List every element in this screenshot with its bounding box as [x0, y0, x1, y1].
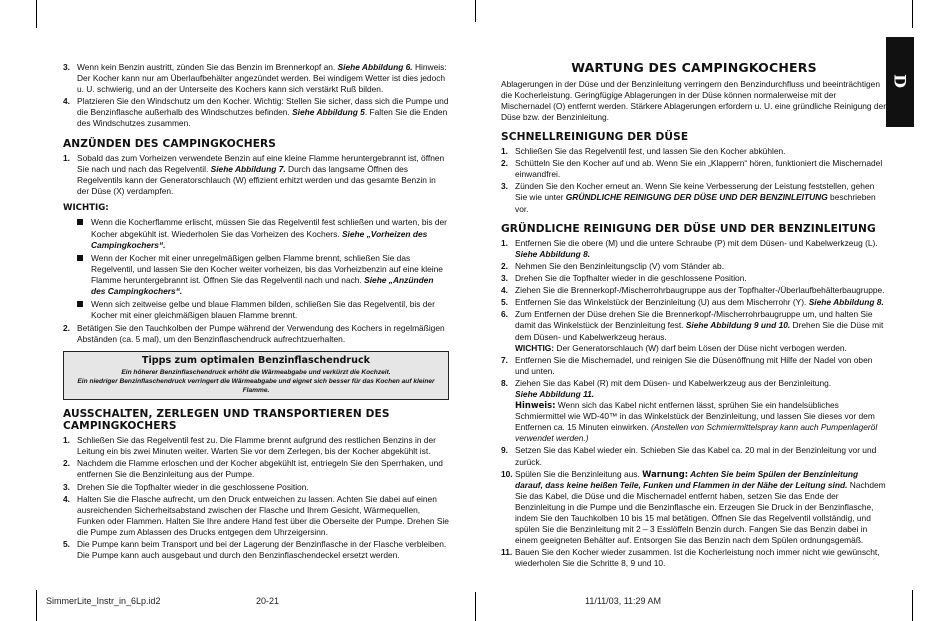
list-item	[501, 547, 887, 569]
language-tab	[886, 37, 914, 127]
figure-reference: Siehe Abbildung 6.	[337, 62, 413, 72]
list-item	[63, 253, 449, 297]
list-item	[63, 96, 449, 129]
square-bullet-icon	[77, 255, 83, 261]
tips-line: Ein niedriger Benzinflaschendruck verringert die Wärmeabgabe und eignet sich besser für das Kochen auf kleiner Flamme.	[77, 378, 435, 394]
step-text: Halten Sie die Flasche aufrecht, um den Druck entweichen zu lassen. Achten Sie dabei auf einen ausreichenden Sicherheitsabstand zwischen der Flasche und Ihrem Gesicht, Wärmequellen, Funken oder Flammen. Halten Sie Ihre andere Hand fest über die Oberseite der Pumpe. Drehen Sie die Pumpe zum Ablassen des Drucks entgegen dem Uhrzeigersinn.	[77, 493, 449, 537]
list-item	[501, 309, 887, 353]
lighting-steps-list-continued	[63, 323, 449, 345]
step-number: 1.	[63, 152, 70, 163]
figure-reference: Siehe Abbildung 7.	[210, 163, 286, 174]
list-item	[63, 323, 449, 345]
step-number: 2.	[63, 458, 70, 469]
step-number: 3.	[501, 273, 508, 284]
step-text: Nehmen Sie den Benzinleitungsclip (V) vom Ständer ab.	[515, 260, 725, 271]
step-text: Sobald das zum Vorheizen verwendete Benzin auf eine kleine Flamme heruntergebrannt ist, öffnen Sie nach und nach das Regelventil.	[77, 152, 445, 174]
step-text: Bauen Sie den Kocher wieder zusammen. Ist die Kocherleistung noch immer nicht wie gewünscht, wiederholen Sie die Schritte 8, 9 und 10.	[515, 547, 880, 569]
list-item	[501, 146, 887, 157]
step-text: Entfernen Sie die obere (M) und die untere Schraube (P) mit dem Düsen- und Kabelwerkzeug (L).	[515, 237, 878, 248]
list-item	[63, 435, 449, 457]
tips-title: Tipps zum optimalen Benzinflaschendruck	[141, 355, 371, 367]
step-text: Drehen Sie die Topfhalter wieder in die geschlossene Position.	[515, 273, 747, 284]
warning-label: Warnung:	[642, 468, 689, 479]
list-item	[63, 62, 449, 95]
square-bullet-icon	[77, 219, 83, 225]
step-number: 3.	[63, 481, 70, 492]
step-number: 3.	[501, 181, 508, 192]
step-number: 4.	[63, 96, 70, 107]
list-item	[501, 158, 887, 180]
step-text: Nachdem die Flamme erloschen und der Kocher abgekühlt ist, entriegeln Sie den Sperrhaken, und entfernen Sie die Benzinleitung aus der Pumpe.	[77, 458, 443, 480]
step-number: 1.	[501, 237, 508, 248]
warning-text: Achten Sie beim Spülen der Benzinleitung darauf, dass keine heißen Teile, Funken und Flammen in der Nähe der Leitung sind.	[515, 468, 859, 490]
step-number: 1.	[501, 146, 508, 157]
list-item	[501, 273, 887, 284]
list-item	[63, 299, 449, 321]
crop-mark-bottom-center	[475, 592, 476, 621]
bullet-reference: Siehe „Anzünden des Campingkochers“.	[91, 274, 434, 297]
hint-label: Hinweis:	[515, 400, 556, 411]
step-number: 11.	[501, 547, 513, 558]
list-item	[501, 445, 887, 467]
list-item	[501, 261, 887, 272]
tips-line: Ein höherer Benzinflaschendruck erhöht die Wärmeabgabe und verkürzt die Kochzeit.	[121, 369, 391, 377]
right-column	[501, 60, 887, 571]
step-text: Entfernen Sie das Winkelstück der Benzinleitung (U) aus dem Mischerrohr (Y).	[515, 297, 809, 308]
shutdown-steps-list	[63, 435, 449, 561]
quick-clean-steps-list	[501, 146, 887, 215]
language-tab-label: D	[890, 74, 910, 88]
step-number: 4.	[63, 493, 70, 504]
section-heading-lighting: ANZÜNDEN DES CAMPINGKOCHERS	[63, 137, 277, 150]
step-text-tail: . Falten Sie die Enden des Windschutzes zusammen.	[77, 107, 448, 129]
important-label: WICHTIG:	[515, 342, 555, 353]
step-text: Schließen Sie das Regelventil fest zu. Die Flamme brennt aufgrund des restlichen Benzins in der Leitung ein bis zwei Minuten weiter. Warten Sie vor dem Zerlegen, bis der Kocher abgekühlt ist.	[77, 435, 436, 457]
step-text: Setzen Sie das Kabel wieder ein. Schieben Sie das Kabel ca. 20 mal in der Benzinleitung vor und zurück.	[515, 445, 877, 467]
figure-reference: Siehe Abbildung 11.	[515, 389, 595, 399]
list-item	[63, 494, 449, 538]
step-number: 2.	[501, 158, 508, 169]
step-text: Platzieren Sie den Windschutz um den Kocher. Wichtig: Stellen Sie sicher, dass sich die Pumpe und die Benzinflasche außerhalb des Windschutzes befinden.	[77, 96, 449, 118]
important-bullets	[63, 217, 449, 321]
step-text: Drehen Sie die Topfhalter wieder in die geschlossene Position.	[77, 481, 309, 492]
step-text: Entfernen Sie die Mischernadel, und reinigen Sie die Düsenöffnung mit Hilfe der Nadel von oben und unten.	[515, 354, 873, 376]
step-text-tail: Drehen Sie die Düse mit dem Düsen- und Kabelwerkzeug heraus.	[515, 320, 884, 342]
step-number: 7.	[501, 354, 508, 365]
list-item	[63, 217, 449, 250]
bullet-text: Wenn sich zeitweise gelbe und blaue Flammen bilden, schließen Sie das Regelventil, bis der Kocher mit einer gleichmäßigen blauen Flamme brennt.	[91, 299, 435, 321]
step-number: 5.	[501, 297, 508, 308]
bullet-reference: Siehe „Vorheizen des Campingkochers“.	[91, 228, 428, 250]
figure-reference: Siehe Abbildung 5	[292, 107, 365, 118]
figure-reference: Siehe Abbildung 9 und 10.	[685, 320, 791, 331]
list-item	[63, 482, 449, 493]
important-heading: WICHTIG:	[63, 203, 109, 214]
list-item	[63, 153, 449, 197]
step-text: Betätigen Sie den Tauchkolben der Pumpe während der Verwendung des Kochers in regelmäßigen Abständen (ca. 5 mal), um den Benzinflaschendruck aufrechtzuerhalten.	[77, 323, 445, 345]
step-number: 2.	[63, 323, 70, 334]
list-item	[501, 378, 887, 445]
step-number: 4.	[501, 285, 508, 296]
list-item	[501, 181, 887, 214]
lighting-steps-list	[63, 153, 449, 197]
section-heading-quick-clean: SCHNELLREINIGUNG DER DÜSE	[501, 130, 689, 143]
tips-box	[63, 351, 449, 399]
step-text: Ziehen Sie die Brennerkopf-/Mischerrohrbaugruppe aus der Topfhalter-/Überlaufbehälterbaugruppe.	[515, 285, 885, 296]
step-number: 10.	[501, 468, 513, 479]
step-number: 5.	[63, 539, 70, 549]
bullet-text: Wenn der Kocher mit einer unregelmäßigen gelben Flamme brennt, schließen Sie das Regelventil, und lassen Sie den Kocher weiter vorheizen, bis das Vorheizbenzin auf eine kleine Flamme heruntergebrannt ist. Öffnen Sie das Regelventil nach und nach.	[91, 252, 443, 285]
maintenance-intro: Ablagerungen in der Düse und der Benzinleitung verringern den Benzindurchfluss und beeinträchtigen die Kocherleistung. Geringfügige Ablagerungen in der Düse können normalerweise mit der Mischernadel (O) entfernt werden. Stärkere Ablagerungen erfordern u. U. eine gründliche Reinigung der Düse bzw. der Benzinleitung.	[501, 78, 887, 122]
figure-reference: Siehe Abbildung 8.	[808, 297, 884, 308]
step-number: 6.	[501, 309, 508, 320]
crop-mark-bottom-left	[36, 590, 37, 621]
list-item	[501, 238, 887, 260]
step-number: 8.	[501, 377, 508, 388]
step-text: Schütteln Sie den Kocher auf und ab. Wenn Sie ein „Klappern“ hören, funktioniert die Mischernadel einwandfrei.	[515, 158, 883, 180]
thorough-clean-steps-list	[501, 238, 887, 570]
step-text-tail: beschrieben vor.	[515, 192, 876, 214]
list-item	[501, 469, 887, 547]
list-item	[501, 355, 887, 377]
page-title: WARTUNG DES CAMPINGKOCHERS	[571, 60, 817, 75]
section-heading-thorough-clean: GRÜNDLICHE REINIGUNG DER DÜSE UND DER BENZINLEITUNG	[501, 222, 876, 235]
crop-mark-top-center	[475, 0, 476, 22]
step-text: Zum Entfernen der Düse drehen Sie die Brennerkopf-/Mischerrohrbaugruppe um, und halten Sie damit das Winkelstück der Benzinleitung fest.	[515, 309, 873, 331]
crop-mark-top-left	[36, 0, 37, 28]
footer-page-numbers: 20-21	[256, 596, 280, 606]
list-item	[501, 285, 887, 296]
figure-reference: Siehe Abbildung 8.	[515, 248, 591, 259]
step-text: Die Pumpe kann beim Transport und bei der Lagerung der Benzinflasche in der Flasche verbleiben. Die Pumpe kann auch ausgebaut und durch den Benzinflaschendeckel ersetzt werden.	[77, 539, 447, 561]
important-text: Der Generatorschlauch (W) darf beim Lösen der Düse nicht verbogen werden.	[554, 342, 847, 353]
left-column	[63, 62, 449, 562]
hint-text: Wenn sich das Kabel nicht entfernen lässt, sprühen Sie ein handelsübliches Schmiermittel wie WD-40™ in das Winkelstück der Benzinleitung, und lassen Sie dieses vor dem Entfernen ca. 15 Minuten einwirken.	[515, 400, 875, 433]
step-text-tail: Nachdem Sie das Kabel, die Düse und die Mischernadel entfernt haben, setzen Sie das Ende der Benzinleitung in die Pumpe und die Benzinflasche ein. Erzeugen Sie Druck in der Benzinflasche, indem Sie den Tauchkolben 10 bis 15 mal betätigen. Öffnen Sie das Regelventil vollständig, und spülen Sie die Benzinleitung mit 2 – 3 Esslöffeln Benzin durch. Fangen Sie das Benzin dabei in einem geeigneten Behälter auf. Entsorgen Sie das Benzin nach dem Spülen ordnungsgemäß.	[515, 479, 886, 546]
step-text: Ziehen Sie das Kabel (R) mit dem Düsen- und Kabelwerkzeug aus der Benzinleitung.	[515, 377, 832, 388]
section-heading-shutdown: AUSSCHALTEN, ZERLEGEN UND TRANSPORTIEREN DES CAMPINGKOCHERS	[63, 407, 390, 432]
footer-filename: SimmerLite_Instr_in_6Lp.id2	[46, 596, 161, 606]
list-item	[501, 297, 887, 308]
step-text: Spülen Sie die Benzinleitung aus.	[515, 468, 643, 479]
section-reference: GRÜNDLICHE REINIGUNG DER DÜSE UND DER BENZINLEITUNG	[565, 192, 828, 203]
hint-note: (Anstellen von Schmiermittelspray kann auch Pumpenlageröl verwendet werden.)	[515, 422, 878, 444]
step-number: 1.	[63, 435, 70, 446]
bullet-text: Wenn die Kocherflamme erlischt, müssen Sie das Regelventil fest schließen und warten, bis der Kocher abgekühlt ist. Wiederholen Sie das Vorheizen des Kochers.	[91, 217, 447, 239]
step-text-tail: Hinweis: Der Kocher kann nur am Überlaufbehälter angezündet werden. Bei windigem Wetter ist dies jedoch u. U. schwierig, und an der Unterseite des Kochers kann sich verstärkt Ruß bilden.	[77, 62, 447, 95]
step-text: Wenn kein Benzin austritt, zünden Sie das Benzin im Brennerkopf an.	[77, 62, 338, 72]
footer-timestamp: 11/11/03, 11:29 AM	[585, 596, 662, 606]
square-bullet-icon	[77, 301, 83, 307]
crop-mark-bottom-right	[912, 590, 913, 621]
step-text: Zünden Sie den Kocher erneut an. Wenn Sie keine Verbesserung der Leistung feststellen, gehen Sie wie unter	[515, 181, 875, 203]
list-item	[63, 458, 449, 480]
step-number: 2.	[501, 260, 508, 271]
step-number: 3.	[63, 62, 70, 72]
crop-mark-top-right	[912, 0, 913, 28]
preheat-steps-list	[63, 62, 449, 130]
step-text-tail: Durch das langsame Öffnen des Regelventils kann der Generatorschlauch (W) effizient erhitzt werden und das gesamte Benzin in der Düse (X) verdampfen.	[77, 163, 436, 197]
step-number: 9.	[501, 445, 508, 456]
list-item	[63, 539, 449, 561]
step-text: Schließen Sie das Regelventil fest, und lassen Sie den Kocher abkühlen.	[515, 146, 786, 157]
